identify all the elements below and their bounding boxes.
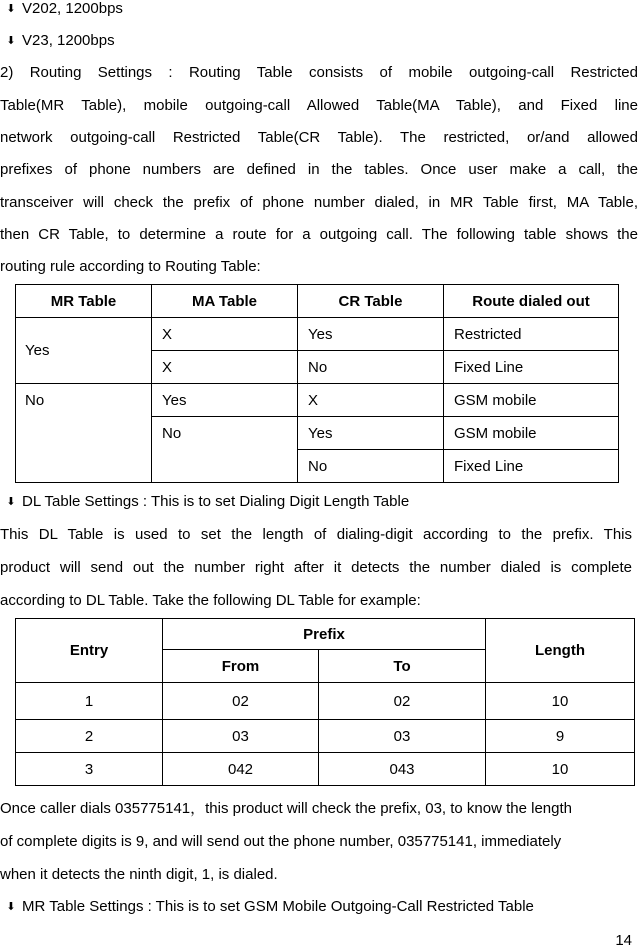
table-header-row [16,619,635,650]
table-cell: Fixed Line [444,351,619,384]
table-cell: Yes [152,384,298,417]
table-cell: 10 [486,683,635,720]
table-cell: 03 [163,720,319,753]
paragraph-line: of complete digits is 9, and will send out the phone number, 035775141, immediately [0,833,562,850]
table-cell: Yes [16,318,152,384]
table-cell: No [298,351,444,384]
bullet-item [0,493,638,511]
table-row [16,683,635,720]
table-cell: No [16,384,152,483]
table-cell: Restricted [444,318,619,351]
bullet-item [0,32,638,50]
dl-table [15,618,635,786]
table-cell: X [152,351,298,384]
bullet-arrow-icon: ⬇ [6,496,16,508]
paragraph-line: transceiver will check the prefix of phone number dialed, in MR Table first, MA Table, [0,194,638,211]
paragraph-line: Table(MR Table), mobile outgoing-call Allowed Table(MA Table), and Fixed line [0,97,638,114]
bullet-text: DL Table Settings : This is to set Dialing Digit Length Table [22,493,410,510]
column-header: Prefix [163,619,486,650]
bullet-text: V23, 1200bps [22,32,115,49]
table-cell: No [152,417,298,483]
column-header: Route dialed out [444,285,619,318]
column-header: CR Table [298,285,444,318]
column-header: From [163,650,319,683]
table-cell: Yes [298,417,444,450]
table-cell: 043 [319,753,486,786]
paragraph-line: routing rule according to Routing Table: [0,258,261,275]
routing-table [15,284,619,483]
table-cell: Fixed Line [444,450,619,483]
table-cell: 9 [486,720,635,753]
column-header: Length [486,619,635,683]
table-row [16,753,635,786]
paragraph-line: This DL Table is used to set the length of dialing-digit according to the prefix. This [0,526,632,543]
bullet-text: MR Table Settings : This is to set GSM Mobile Outgoing-Call Restricted Table [22,898,534,915]
column-header: MR Table [16,285,152,318]
paragraph-line: then CR Table, to determine a route for a outgoing call. The following table shows the [0,226,638,243]
page-number: 14 [615,932,632,949]
paragraph-line: when it detects the ninth digit, 1, is dialed. [0,866,278,883]
bullet-item [0,898,638,916]
bullet-arrow-icon: ⬇ [6,3,16,15]
table-cell: No [298,450,444,483]
paragraph-line: network outgoing-call Restricted Table(CR Table). The restricted, or/and allowed [0,129,638,146]
table-row [16,384,619,417]
table-cell: 1 [16,683,163,720]
paragraph-line: product will send out the number right after it detects the number dialed is complete [0,559,632,576]
paragraph-line: 2) Routing Settings : Routing Table consists of mobile outgoing-call Restricted [0,64,638,81]
table-cell: 2 [16,720,163,753]
table-row [16,318,619,351]
paragraph-line: according to DL Table. Take the following DL Table for example: [0,592,421,609]
paragraph-line: prefixes of phone numbers are defined in the tables. Once user make a call, the [0,161,638,178]
bullet-item [0,0,638,18]
table-cell: 03 [319,720,486,753]
table-cell: 02 [319,683,486,720]
table-cell: GSM mobile [444,384,619,417]
bullet-text: V202, 1200bps [22,0,123,17]
table-cell: 10 [486,753,635,786]
paragraph-line: Once caller dials 035775141，this product will check the prefix, 03, to know the length [0,800,572,817]
table-cell: 042 [163,753,319,786]
table-cell: 3 [16,753,163,786]
table-header-row [16,285,619,318]
table-cell: 02 [163,683,319,720]
column-header: MA Table [152,285,298,318]
table-row [16,720,635,753]
column-header: Entry [16,619,163,683]
table-cell: X [152,318,298,351]
table-cell: Yes [298,318,444,351]
table-cell: GSM mobile [444,417,619,450]
bullet-arrow-icon: ⬇ [6,35,16,47]
column-header: To [319,650,486,683]
table-cell: X [298,384,444,417]
bullet-arrow-icon: ⬇ [6,901,16,913]
